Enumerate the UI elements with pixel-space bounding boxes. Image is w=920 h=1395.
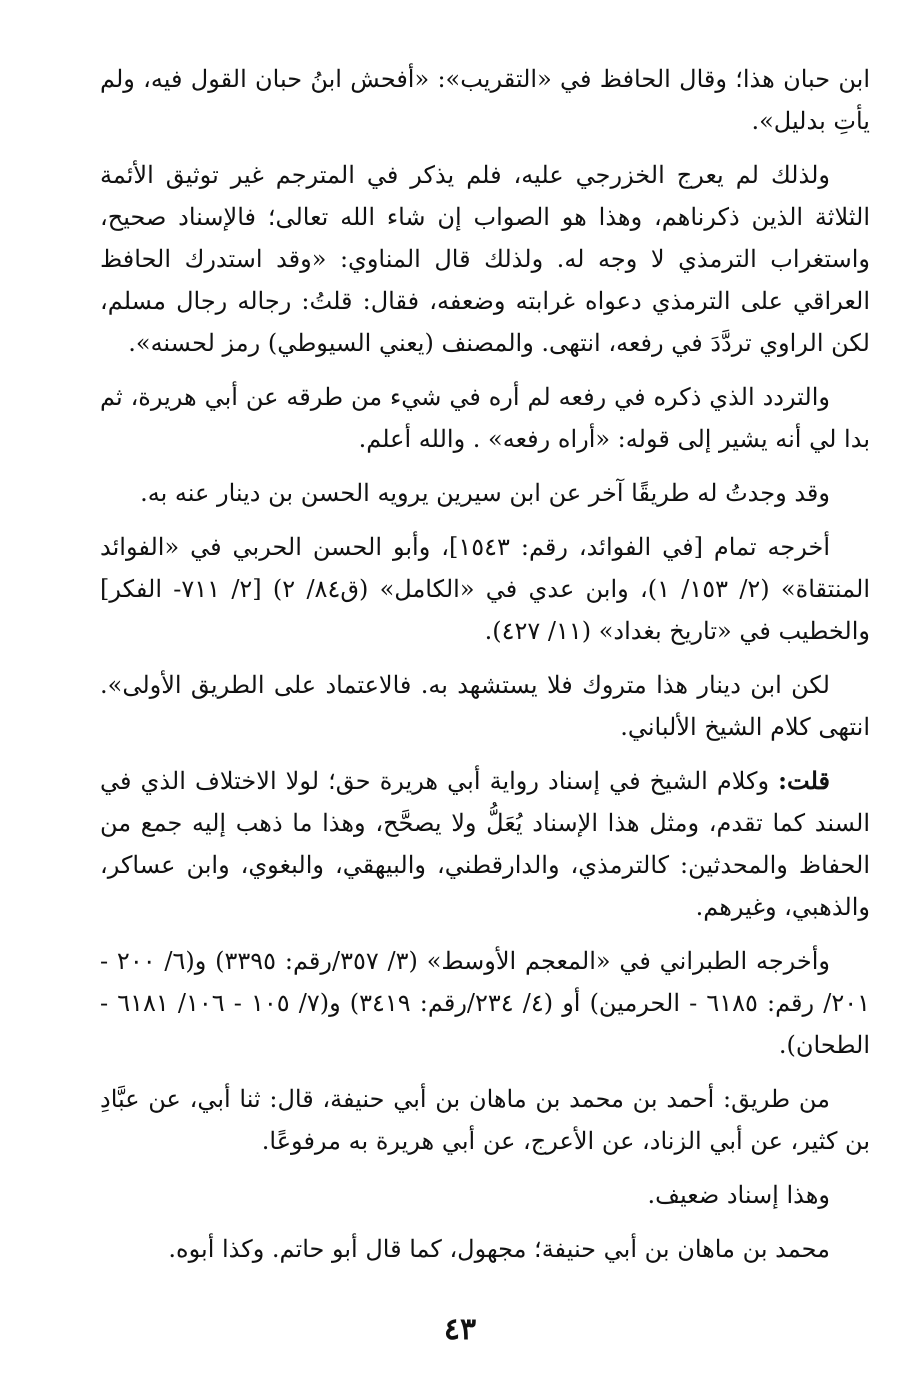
paragraph-10 [100, 1174, 870, 1216]
paragraph-text: وهذا إسناد ضعيف. [647, 1181, 830, 1209]
paragraph-text: والتردد الذي ذكره في رفعه لم أره في شيء من طرقه عن أبي هريرة، ثم بدا لي أنه يشير إلى قوله: «أراه رفعه» . والله أعلم. [100, 383, 870, 453]
paragraph-7 [100, 760, 870, 928]
paragraph-lead-label: قلت: [778, 766, 830, 795]
paragraph-6 [100, 664, 870, 748]
paragraph-text: أخرجه تمام [في الفوائد، رقم: ١٥٤٣]، وأبو الحسن الحربي في «الفوائد المنتقاة» (٢/ ١٥٣/ ١)، وابن عدي في «الكامل» (ق٨٤/ ٢) [٢/ ٧١١- الفكر] والخطيب في «تاريخ بغداد» (١١/ ٤٢٧). [100, 533, 870, 645]
paragraph-text: محمد بن ماهان بن أبي حنيفة؛ مجهول، كما قال أبو حاتم. وكذا أبوه. [168, 1235, 830, 1263]
paragraph-text: وقد وجدتُ له طريقًا آخر عن ابن سيرين يرويه الحسن بن دينار عنه به. [140, 479, 830, 507]
paragraph-9 [100, 1078, 870, 1162]
paragraph-11 [100, 1228, 870, 1270]
paragraph-text: ولذلك لم يعرج الخزرجي عليه، فلم يذكر في المترجم غير توثيق الأئمة الثلاثة الذين ذكرناهم، وهذا هو الصواب إن شاء الله تعالى؛ فالإسناد صحيح، واستغراب الترمذي لا وجه له. ولذلك قال المناوي: «وقد استدرك الحافظ العراقي على الترمذي دعواه غرابته وضعفه، فقال: قلتُ: رجاله رجال مسلم، لكن الراوي تردَّدَ في رفعه، انتهى. والمصنف (يعني السيوطي) رمز لحسنه». [100, 161, 870, 357]
paragraph-text: من طريق: أحمد بن محمد بن ماهان بن أبي حنيفة، قال: ثنا أبي، عن عبَّادِ بن كثير، عن أبي الزناد، عن الأعرج، عن أبي هريرة به مرفوعًا. [100, 1085, 870, 1155]
paragraph-text: ابن حبان هذا؛ وقال الحافظ في «التقريب»: «أفحش ابنُ حبان القول فيه، ولم يأتِ بدليل». [100, 65, 870, 135]
page-body [100, 58, 870, 1282]
paragraph-2 [100, 154, 870, 364]
paragraph-text: وأخرجه الطبراني في «المعجم الأوسط» (٣/ ٣٥٧/رقم: ٣٣٩٥) و(٦/ ٢٠٠ - ٢٠١/ رقم: ٦١٨٥ - الحرمين) أو (٤/ ٢٣٤/رقم: ٣٤١٩) و(٧/ ١٠٥ - ١٠٦/ ٦١٨١ - الطحان). [100, 947, 870, 1059]
page-number: ٤٣ [443, 1312, 477, 1347]
paragraph-4 [100, 472, 870, 514]
paragraph-text: وكلام الشيخ في إسناد رواية أبي هريرة حق؛ لولا الاختلاف الذي في السند كما تقدم، ومثل هذا الإسناد يُعَلُّ ولا يصحَّح، وهذا ما ذهب إليه جمع من الحفاظ والمحدثين: كالترمذي، والدارقطني، والبيهقي، والبغوي، وابن عساكر، والذهبي، وغيرهم. [100, 767, 870, 921]
paragraph-5 [100, 526, 870, 652]
paragraph-8 [100, 940, 870, 1066]
paragraph-3 [100, 376, 870, 460]
paragraph-text: لكن ابن دينار هذا متروك فلا يستشهد به. فالاعتماد على الطريق الأولى». انتهى كلام الشيخ الألباني. [100, 671, 870, 741]
paragraph-1 [100, 58, 870, 142]
